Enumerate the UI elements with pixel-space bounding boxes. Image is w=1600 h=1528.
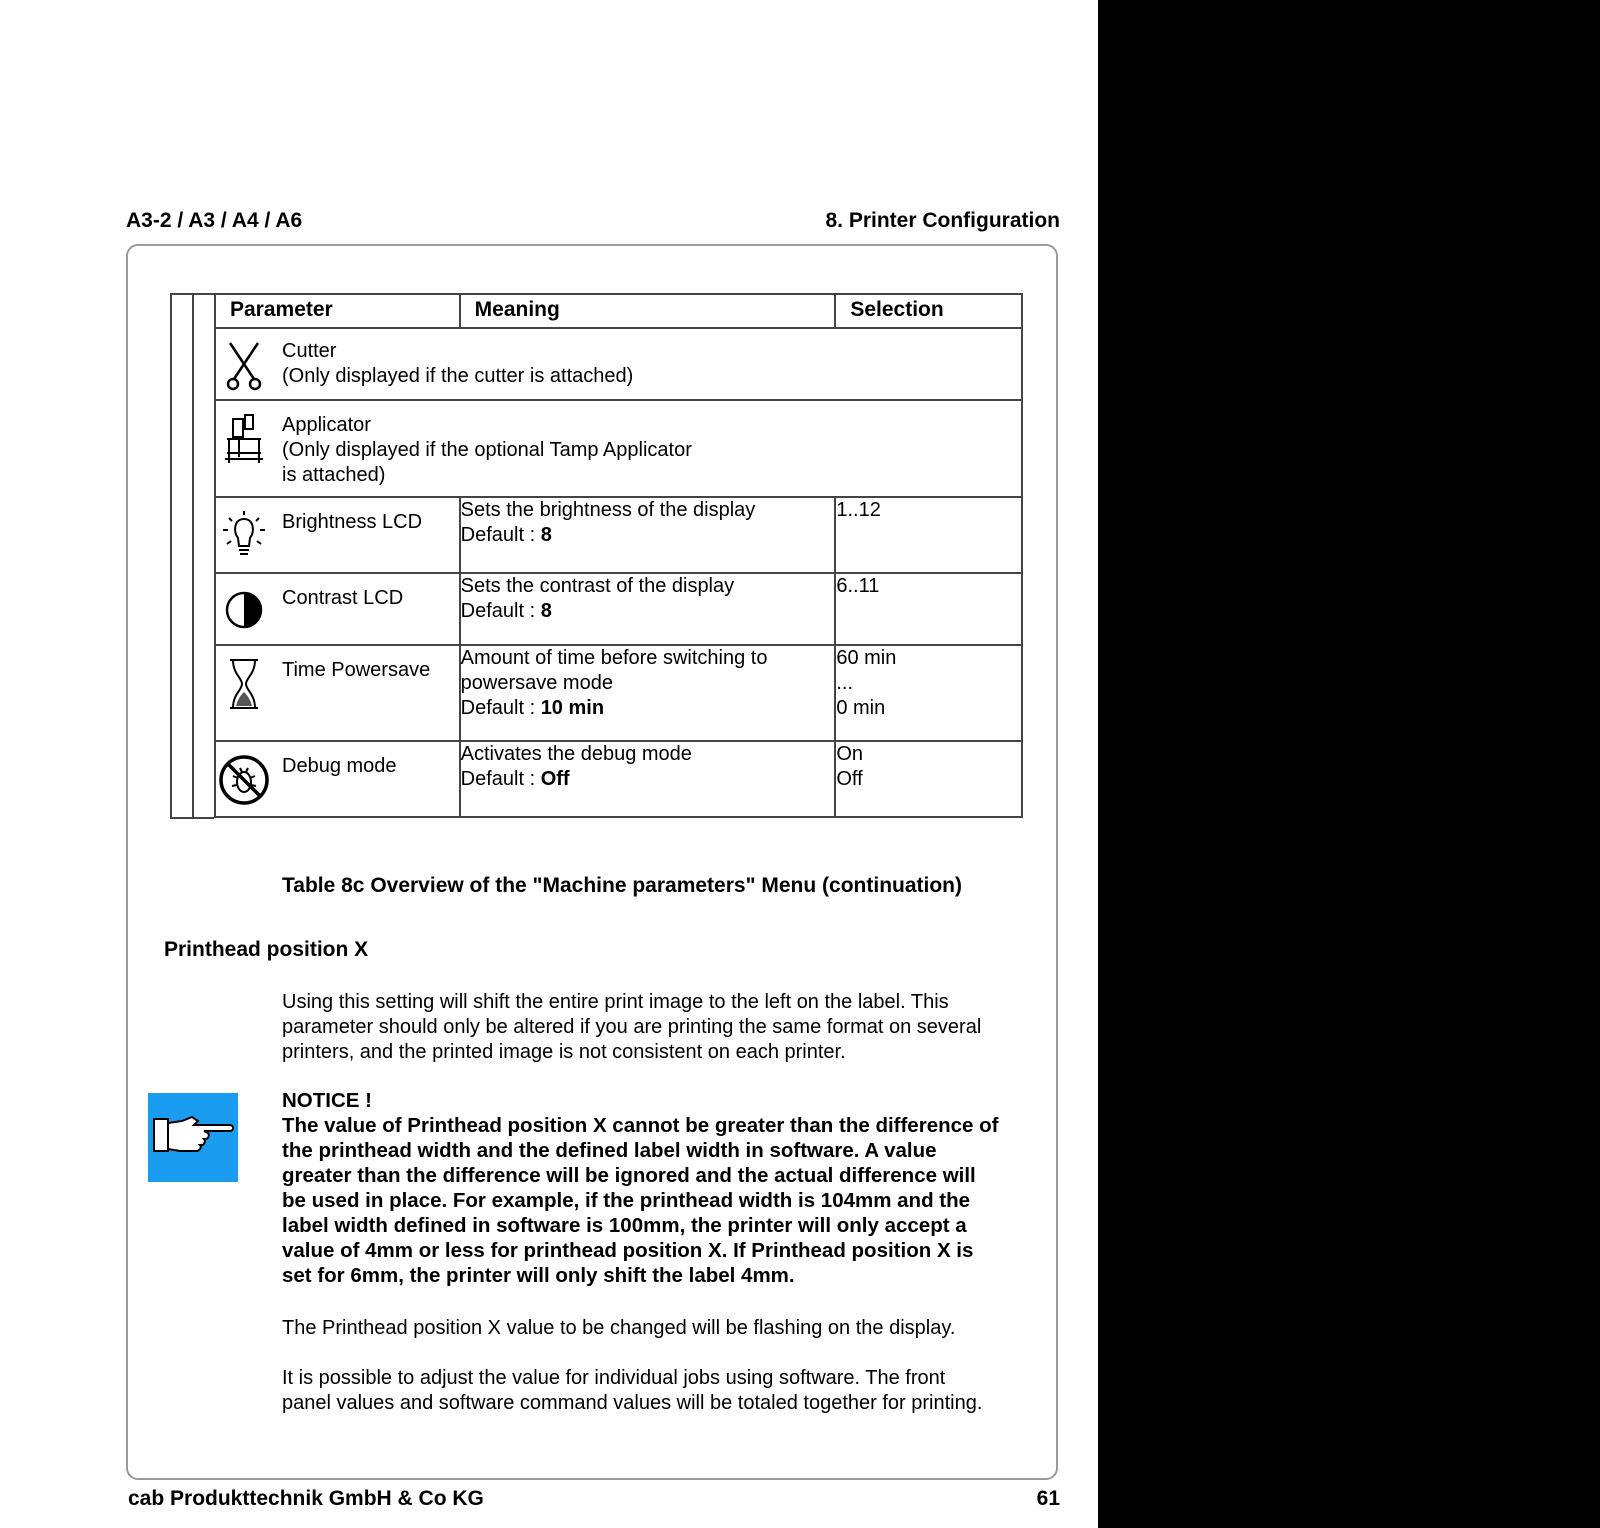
notice-line: label width defined in software is 100mm, the printer will only accept a [282, 1214, 967, 1237]
table-caption: Table 8c Overview of the "Machine parameters" Menu (continuation) [282, 874, 962, 897]
paragraph-software [282, 1366, 1042, 1416]
parameters-table-wrap [170, 293, 1023, 819]
notice-title: NOTICE ! [282, 1089, 372, 1112]
table-row [215, 400, 1022, 497]
table-row [215, 573, 1022, 645]
default-label: Default : [460, 600, 541, 622]
col-header-selection: Selection [835, 294, 1022, 328]
notice-line: the printhead width and the defined label width in software. A value [282, 1139, 937, 1162]
table-row [215, 328, 1022, 400]
selection-debug-off: Off [836, 768, 863, 790]
default-label: Default : [460, 768, 541, 790]
default-value: 8 [540, 600, 552, 622]
hourglass-icon [216, 646, 272, 710]
notice-block [282, 1088, 1052, 1288]
col-header-parameter: Parameter [215, 294, 460, 328]
param-applicator: Applicator [282, 414, 371, 436]
col-header-meaning: Meaning [460, 294, 836, 328]
param-cutter: Cutter [282, 340, 337, 362]
selection-time-max: 60 min [836, 647, 897, 669]
default-value: 10 min [540, 697, 605, 719]
param-applicator-note: (Only displayed if the optional Tamp Applicator [282, 439, 692, 461]
param-debug-mode: Debug mode [282, 755, 397, 777]
paragraph-line: printers, and the printed image is not consistent on each printer. [282, 1041, 846, 1063]
meaning-brightness: Sets the brightness of the display [460, 499, 756, 521]
meaning-time-1: Amount of time before switching to [460, 647, 768, 669]
menu-level-bars [170, 293, 214, 819]
table-row [215, 741, 1022, 817]
meaning-debug: Activates the debug mode [460, 743, 692, 765]
paragraph-intro [282, 990, 1042, 1065]
paragraph-line: parameter should only be altered if you are printing the same format on several [282, 1016, 982, 1038]
lightbulb-icon [216, 498, 272, 560]
param-contrast: Contrast LCD [282, 587, 404, 609]
param-cutter-note: (Only displayed if the cutter is attached) [282, 365, 634, 387]
parameters-table [214, 293, 1023, 818]
contrast-icon [216, 574, 272, 630]
default-value: 8 [540, 524, 552, 546]
table-header-row [215, 294, 1022, 328]
default-value: Off [540, 768, 570, 790]
default-label: Default : [460, 524, 541, 546]
paragraph-line: panel values and software command values will be totaled together for printing. [282, 1392, 983, 1414]
header-chapter: 8. Printer Configuration [825, 209, 1060, 232]
notice-line: value of 4mm or less for printhead position X. If Printhead position X is [282, 1239, 974, 1262]
table-row [215, 645, 1022, 741]
notice-hand-icon [148, 1093, 238, 1182]
param-brightness: Brightness LCD [282, 511, 423, 533]
page-number: 61 [1036, 1487, 1060, 1510]
param-applicator-note-2: is attached) [282, 464, 386, 486]
selection-brightness: 1..12 [836, 499, 881, 521]
debug-bug-icon [216, 742, 272, 806]
notice-line: set for 6mm, the printer will only shift the label 4mm. [282, 1264, 795, 1287]
paragraph-line: Using this setting will shift the entire print image to the left on the label. This [282, 991, 949, 1013]
selection-contrast: 6..11 [836, 575, 880, 597]
paragraph-line: It is possible to adjust the value for individual jobs using software. The front [282, 1367, 946, 1389]
selection-time-min: 0 min [836, 697, 886, 719]
paragraph-flashing: The Printhead position X value to be changed will be flashing on the display. [282, 1317, 956, 1339]
scissors-icon [216, 329, 272, 391]
notice-line: be used in place. For example, if the printhead width is 104mm and the [282, 1189, 971, 1212]
notice-line: greater than the difference will be ignored and the actual difference will [282, 1164, 976, 1187]
selection-time-ellipsis: ... [836, 672, 854, 694]
black-margin [1098, 0, 1600, 1528]
table-row [215, 497, 1022, 573]
applicator-icon [216, 401, 272, 465]
selection-debug-on: On [836, 743, 864, 765]
default-label: Default : [460, 697, 541, 719]
meaning-contrast: Sets the contrast of the display [460, 575, 735, 597]
notice-line: The value of Printhead position X cannot be greater than the difference of [282, 1114, 999, 1137]
section-title: Printhead position X [164, 938, 369, 961]
footer-company: cab Produkttechnik GmbH & Co KG [128, 1487, 484, 1510]
param-time-powersave: Time Powersave [282, 659, 431, 681]
meaning-time-2: powersave mode [460, 672, 613, 694]
header-model: A3-2 / A3 / A4 / A6 [126, 209, 303, 232]
